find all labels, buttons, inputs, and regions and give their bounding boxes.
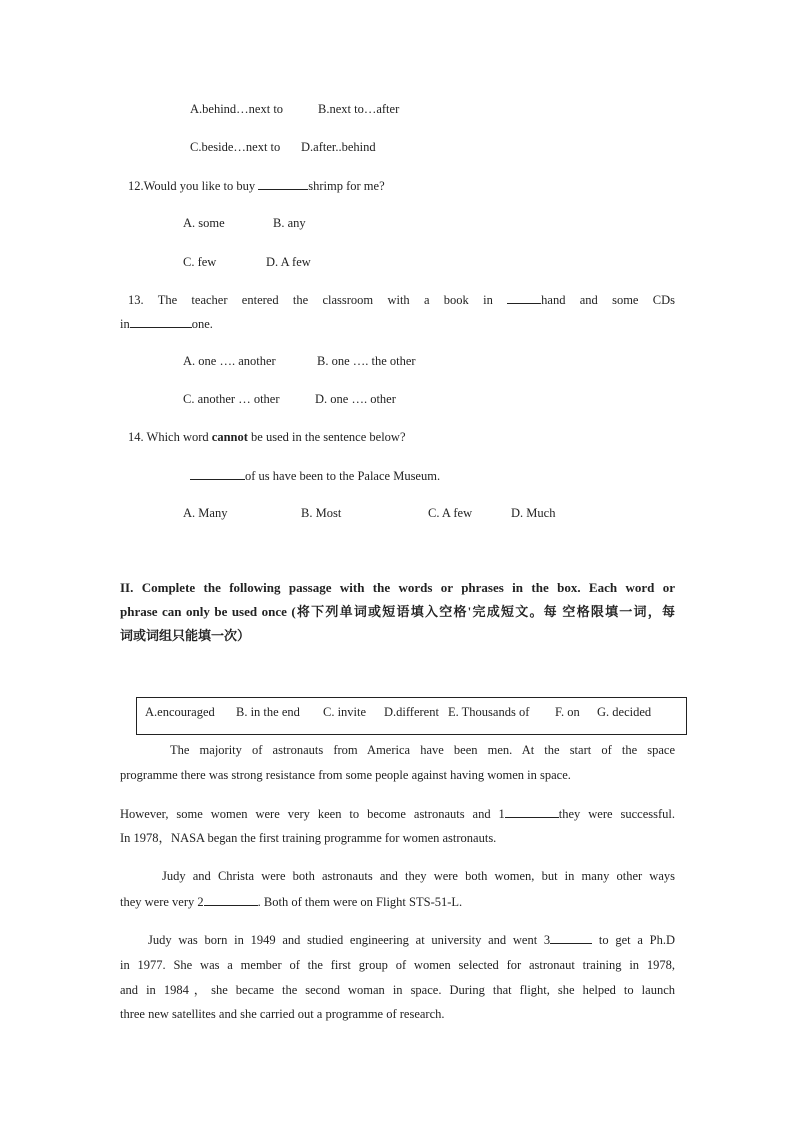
- q12-option-d: D. A few: [266, 255, 311, 269]
- q12-blank: [258, 177, 308, 190]
- word-box-c: C. invite: [323, 705, 367, 719]
- passage-blank-1: [505, 805, 559, 818]
- q13-line2-before: in: [120, 317, 130, 331]
- q14-sentence: [190, 467, 440, 484]
- passage-p4-line4: three new satellites and she carried out a programme of research.: [120, 1007, 445, 1021]
- word-box-a: A.encouraged: [145, 705, 215, 719]
- passage-p3-line2: [120, 893, 462, 910]
- q13-stem-line2: [120, 315, 213, 332]
- q13-line1-after: hand and some CDs: [541, 293, 675, 307]
- passage-blank-2: [204, 893, 258, 906]
- word-box-b: B. in the end: [236, 705, 300, 719]
- q14-option-b: B. Most: [301, 506, 342, 520]
- q12-option-a: A. some: [183, 216, 225, 230]
- q14-blank: [190, 467, 245, 480]
- q14-stem-bold: cannot: [211, 430, 248, 444]
- q13-line1-before: 13. The teacher entered the classroom with a book in: [128, 293, 508, 307]
- q14-stem: [128, 429, 406, 445]
- passage-p4-line2: in 1977. She was a member of the first group of women selected for astronaut training in 1978,: [120, 958, 675, 972]
- passage-p4-line1-before: Judy was born in 1949 and studied engineering at university and went 3: [148, 933, 551, 947]
- q14-option-c: C. A few: [428, 506, 473, 520]
- q14-sentence-after: of us have been to the Palace Museum.: [245, 469, 441, 483]
- q12-option-c: C. few: [183, 255, 217, 269]
- q12-stem: [128, 177, 385, 194]
- word-box-e: E. Thousands of: [448, 705, 530, 719]
- q14-stem-before: 14. Which word: [128, 430, 212, 444]
- passage-p1-line2: programme there was strong resistance from some people against having women in space.: [120, 768, 571, 782]
- passage-p3-line2-before: they were very 2: [120, 895, 204, 909]
- passage-p2-line1: [120, 805, 675, 822]
- word-box: [136, 697, 687, 735]
- q13-option-d: D. one …. other: [315, 392, 396, 406]
- q14-option-a: A. Many: [183, 506, 228, 520]
- passage-p2-line1-after: they were successful.: [558, 807, 675, 821]
- q11-option-a: A.behind…next to: [190, 102, 284, 116]
- passage-p4-line1: [148, 931, 675, 948]
- q12-option-b: B. any: [273, 216, 306, 230]
- q13-stem-line1: [128, 291, 675, 308]
- passage-p3-line2-after: . Both of them were on Flight STS-51-L.: [257, 895, 463, 909]
- q12-stem-before: 12.Would you like to buy: [128, 179, 259, 193]
- section2-heading-line1: II. Complete the following passage with the words or phrases in the box. Each word or: [120, 580, 675, 595]
- passage-p2-line2: In 1978，NASA began the first training programme for women astronauts.: [120, 831, 497, 845]
- q13-blank-1: [507, 291, 541, 304]
- q13-option-a: A. one …. another: [183, 354, 276, 368]
- q11-option-c: C.beside…next to: [190, 140, 281, 154]
- passage-p3-line1: Judy and Christa were both astronauts and they were both women, but in many other ways: [162, 869, 675, 883]
- passage-p2-line1-before: However, some women were very keen to become astronauts and 1: [120, 807, 505, 821]
- passage-p1-line1: The majority of astronauts from America have been men. At the start of the space: [170, 743, 675, 757]
- q14-option-d: D. Much: [511, 506, 556, 520]
- passage-p4-line1-after: to get a Ph.D: [592, 933, 675, 947]
- word-box-g: G. decided: [597, 705, 652, 719]
- word-box-f: F. on: [555, 705, 580, 719]
- passage-p4-line3: and in 1984，she became the second woman in space. During that flight, she helped to launch: [120, 983, 675, 997]
- q14-stem-after: be used in the sentence below?: [247, 430, 406, 444]
- q13-option-c: C. another … other: [183, 392, 280, 406]
- q13-option-b: B. one …. the other: [317, 354, 416, 368]
- section2-heading-line2: phrase can only be used once (将下列单词或短语填入空格'完成短文。每 空格限填一词，每: [120, 604, 675, 619]
- q11-option-b: B.next to…after: [318, 102, 400, 116]
- word-box-d: D.different: [384, 705, 439, 719]
- q11-option-d: D.after..behind: [301, 140, 376, 154]
- section2-heading-line3: 词或词组只能填一次）: [120, 628, 251, 643]
- q12-stem-after: shrimp for me?: [308, 179, 385, 193]
- q13-line2-after: one.: [191, 317, 213, 331]
- passage-blank-3: [550, 931, 592, 944]
- q13-blank-2: [130, 315, 192, 328]
